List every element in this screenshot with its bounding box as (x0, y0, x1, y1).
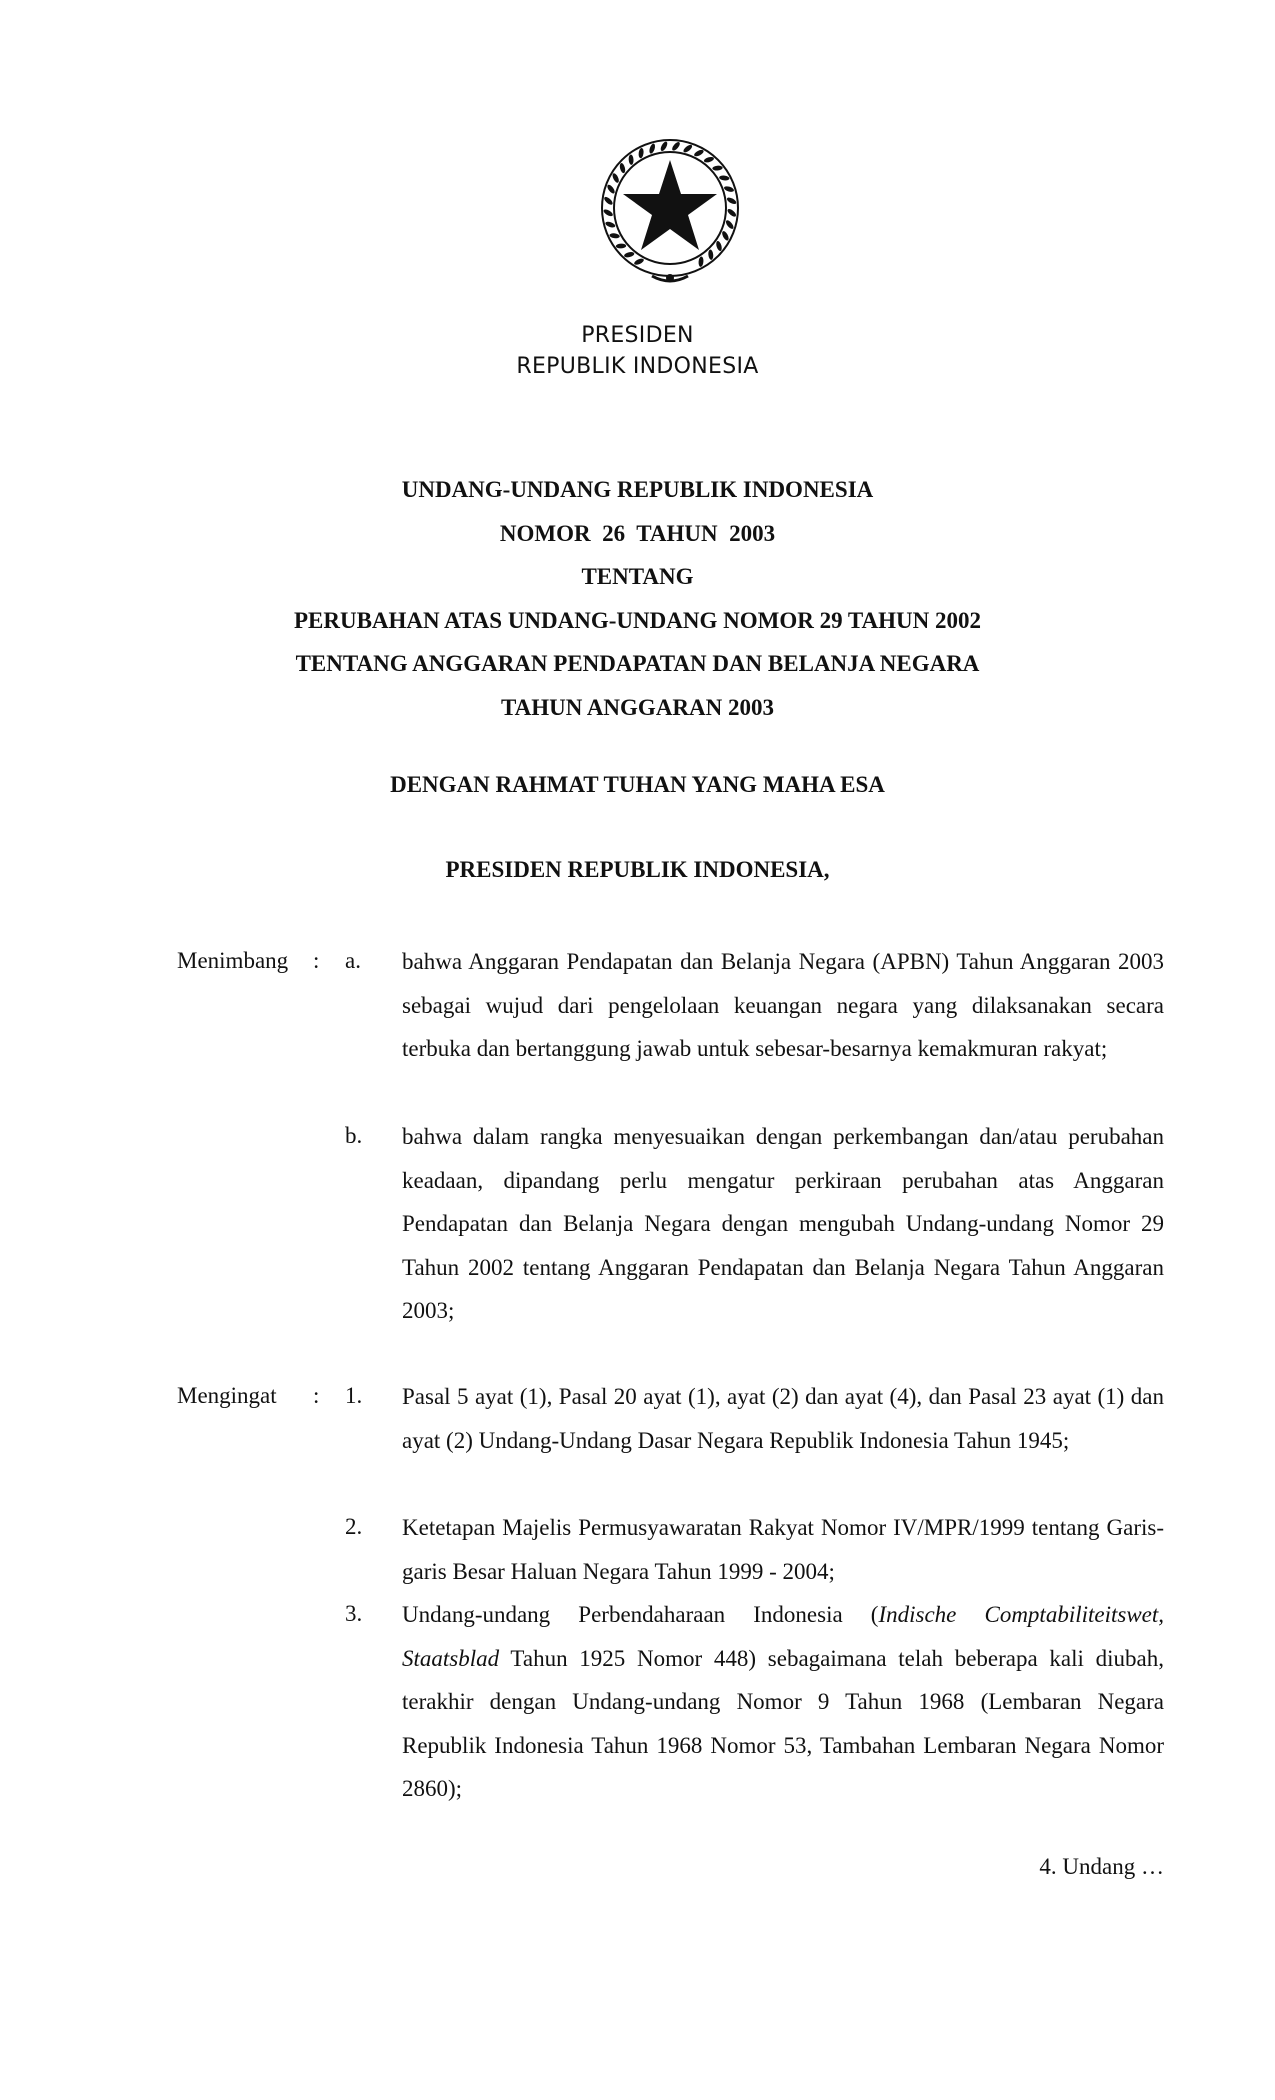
presidential-emblem-icon (590, 130, 750, 290)
wreath-leaf (693, 149, 704, 158)
mengingat-label: Mengingat (177, 1383, 277, 1408)
letterhead (0, 320, 1275, 382)
wreath-leaf (605, 221, 616, 229)
wreath-leaf (619, 162, 626, 173)
title-line-1: UNDANG-UNDANG REPUBLIK INDONESIA (401, 477, 874, 502)
list-marker: b. (345, 1123, 363, 1148)
wreath-leaf (703, 156, 714, 163)
title-line-2: NOMOR 26 TAHUN 2003 (499, 520, 776, 546)
wreath-leaf (708, 249, 714, 260)
wreath-leaf (659, 141, 668, 152)
wreath-leaf (603, 196, 614, 207)
list-marker: a. (345, 948, 361, 973)
next-page-indicator: 4. Undang … (1039, 1854, 1164, 1879)
wreath-leaf (671, 141, 681, 152)
wreath-leaf (698, 256, 704, 267)
menimbang-colon: : (313, 948, 320, 973)
menimbang-label: Menimbang (177, 948, 289, 973)
list-item-text: Pasal 5 ayat (1), Pasal 20 ayat (1), ayat (2) dan ayat (4), dan Pasal 23 ayat (1) dan ayat (2) Undang-Undang Dasar Negara Republik Indonesia Tahun 1945; (402, 1384, 1164, 1453)
list-marker: 3. (345, 1601, 363, 1626)
wreath-leaf (616, 243, 627, 248)
wreath-leaf (725, 219, 735, 230)
star-icon (623, 160, 717, 250)
title-line-6: TAHUN ANGGARAN 2003 (500, 694, 775, 720)
wreath-leaf (633, 257, 644, 266)
wreath-leaf (638, 148, 644, 159)
italic-citation: Indische Comptabiliteitswet, Staatsblad (402, 1602, 1165, 1671)
mengingat-colon: : (313, 1383, 320, 1408)
president-line: PRESIDEN REPUBLIK INDONESIA, (445, 857, 830, 882)
wreath-leaf (719, 175, 730, 181)
title-line-5: TENTANG ANGGARAN PENDAPATAN DAN BELANJA NEGARA (295, 651, 980, 677)
list-item-text: bahwa dalam rangka menyesuaikan dengan perkembangan dan/atau perubahan keadaan, dipandang perlu mengatur perkiraan perubahan atas Anggaran Pendapatan dan Belanja Negara dengan mengubah Undang-undang Nomor 29 Tahun 2002 tentang Anggaran Pendapatan dan Belanja Negara Tahun Anggaran 2003; (402, 1124, 1164, 1324)
wreath-leaf (606, 184, 616, 195)
wreath-leaf (603, 208, 614, 217)
wreath-leaf (682, 143, 693, 153)
wreath-leaf (609, 233, 620, 239)
list-item-text (402, 1593, 1164, 1811)
wreath-leaf (726, 208, 737, 218)
wreath-leaf (715, 240, 723, 251)
list-item-text: Ketetapan Majelis Permusyawaratan Rakyat Nomor IV/MPR/1999 tentang Garis-garis Besar Haluan Negara Tahun 1999 - 2004; (402, 1515, 1164, 1584)
wreath-leaf (721, 230, 730, 241)
letterhead-line-president: PRESIDEN (581, 323, 694, 348)
text-segment: Undang-undang Perbendaharaan Indonesia ( (402, 1602, 879, 1627)
wreath-leaf (611, 172, 620, 183)
wreath-leaf (712, 165, 723, 171)
list-item-text: bahwa Anggaran Pendapatan dan Belanja Negara (APBN) Tahun Anggaran 2003 sebagai wujud dari pengelolaan keuangan negara yang dilaksanakan secara terbuka dan bertanggung jawab untuk sebesar-besarnya kemakmuran rakyat; (402, 949, 1164, 1062)
list-marker: 2. (345, 1514, 363, 1539)
law-title (0, 468, 1275, 730)
letterhead-line-republic: REPUBLIK INDONESIA (516, 354, 759, 379)
text-segment: Tahun 1925 Nomor 448) sebagaimana telah beberapa kali diubah, terakhir dengan Undang-undang Nomor 9 Tahun 1968 (Lembaran Negara Republik Indonesia Tahun 1968 Nomor 53, Tambahan Lembaran Negara Nomor 2860); (402, 1645, 1164, 1802)
wreath-leaf (628, 154, 633, 165)
wreath-leaf (648, 143, 656, 154)
blessing-line: DENGAN RAHMAT TUHAN YANG MAHA ESA (390, 772, 885, 797)
wreath-leaf (723, 185, 734, 193)
wreath-leaf (726, 196, 737, 205)
title-line-4: PERUBAHAN ATAS UNDANG-UNDANG NOMOR 29 TAHUN 2002 (293, 607, 982, 633)
title-line-3: TENTANG (581, 564, 694, 590)
wreath-leaf (624, 251, 635, 258)
list-marker: 1. (345, 1383, 363, 1408)
